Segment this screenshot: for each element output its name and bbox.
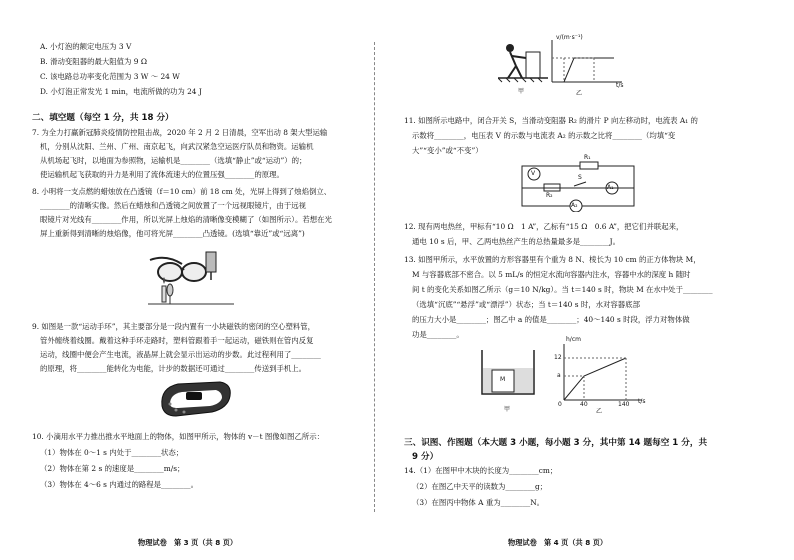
left-page (0, 0, 372, 560)
fig13-tick-a: a (557, 372, 561, 379)
option-b: B. 滑动变阻器的最大阻值为 9 Ω (40, 57, 147, 66)
fig10-caption-jia: 甲 (518, 88, 525, 95)
q13-line: 间 t 的变化关系如图乙所示（g＝10 N/kg）。当 t＝140 s 时，物块 M 在水中处于________ (412, 285, 713, 294)
q13-line: 功是________。 (412, 330, 464, 339)
section-title-fill-in: 二、填空题（每空 1 分，共 18 分） (32, 113, 174, 123)
section-title-figure-cont: 9 分） (412, 452, 439, 462)
q13-line: M 与容器底部不密合。以 5 mL/s 的恒定水流向容器内注水，容器中水的深度 h 随时 (412, 270, 691, 279)
fig13-axis-y: h/cm (566, 336, 581, 343)
q13-line: 的压力大小是________；图乙中 a 的值是________；40～140 s 时段，浮力对物体做 (412, 315, 690, 324)
q11-line: 11. 如图所示电路中，闭合开关 S，当滑动变阻器 R₂ 的滑片 P 向左移动时，电流表 A₁ 的 (404, 116, 698, 125)
q14-line: （2）在图乙中天平的读数为________g； (412, 482, 548, 491)
q9-line: 管外缠绕着线圈。戴着这种手环走路时，塑料管跟着手一起运动，磁铁则在管内反复 (40, 336, 314, 345)
circuit-voltmeter-label: V (531, 170, 536, 177)
circuit-a2-label: A₂ (571, 202, 578, 209)
option-c: C. 该电路总功率变化范围为 3 W ～ 24 W (40, 72, 180, 81)
q14-line: 14.（1）在图甲中木块的长度为________cm； (404, 466, 558, 475)
q10-line: 10. 小滴用水平力推出推水平地面上的物体，如图甲所示，物体的 v－t 图像如图乙所示： (32, 432, 325, 441)
height-time-graph (550, 336, 646, 415)
circuit-switch-label: S (578, 174, 582, 181)
q8-line: ________的清晰实像。然后在蜡烛和凸透镜之间放置了一个远视眼镜片，由于远视 (40, 201, 307, 210)
right-page-footer: 物理试卷 第 4 页（共 8 页） (508, 538, 608, 547)
block-m-label: M (500, 376, 506, 383)
circuit-r2-label: R₂ (546, 192, 553, 199)
q9-line: 9. 如图是一款“运动手环”，其主要部分是一段内置有一小块磁铁的密闭的空心塑料管， (32, 322, 316, 331)
q7-line: 7. 为全力打赢新冠肺炎疫情防控阻击战，2020 年 2 月 2 日清晨，空军出动 8 架大型运输 (32, 128, 328, 137)
circuit-diagram (514, 154, 644, 212)
fig13-caption-jia: 甲 (504, 406, 511, 413)
fig13-axis-x: t/s (638, 398, 646, 405)
container-figure (478, 348, 538, 413)
q7-line: 机，分别从沈阳、兰州、广州、南京起飞，向武汉紧急空运医疗队员和物资。运输机 (40, 142, 314, 151)
q10-line: （1）物体在 0～1 s 内处于________状态； (40, 448, 184, 457)
q14-line: （3）在图丙中物体 A 重为________N。 (412, 498, 545, 507)
q9-line: 运动，线圈中便会产生电流，液晶屏上就会显示出运动的步数。此过程利用了________ (40, 350, 321, 359)
right-page (378, 0, 794, 560)
push-block-figure (498, 40, 548, 95)
section-title-figure: 三、识图、作图题（本大题 3 小题，每小题 3 分，其中第 14 题每空 1 分，共 (404, 438, 708, 448)
q11-line: 示数将________，电压表 V 的示数与电流表 A₂ 的示数之比将________（均填“变 (412, 131, 676, 140)
circuit-a1-label: A₁ (607, 184, 614, 191)
circuit-r1-label: R₁ (584, 154, 591, 161)
page-divider (374, 42, 375, 512)
fig13-tick-0: 0 (558, 401, 562, 408)
fig10-axis-y: v/(m·s⁻¹) (556, 34, 583, 41)
option-a: A. 小灯泡的额定电压为 3 V (40, 42, 132, 51)
q8-line: 8. 小明将一支点燃的蜡烛放在凸透镜（f＝10 cm）前 18 cm 处，光屏上得到了烛焰倒立、 (32, 187, 332, 196)
fig13-tick-40: 40 (580, 401, 588, 408)
q8-line: 屏上重新得到清晰的烛焰像，他可将光屏________凸透镜。(选填“靠近”或“远离”) (40, 229, 305, 238)
q12-line: 12. 现有两电热丝，甲标有“10 Ω 1 A”，乙标有“15 Ω 0.6 A”，把它们并联起来， (404, 222, 684, 231)
fig10-caption-yi: 乙 (576, 90, 583, 97)
q7-line: 从机场起飞时，以地面为参照物，运输机是________（选填“静止”或“运动”）的； (40, 156, 307, 165)
q11-line: 大”“变小”或“不变”） (412, 146, 483, 155)
fig10-axis-x: t/s (616, 82, 624, 89)
q12-line: 通电 10 s 后，甲、乙两电热丝产生的总热量最多是________J。 (412, 237, 620, 246)
fig13-tick-12: 12 (554, 354, 562, 361)
q8-line: 眼镜片对光线有________作用，所以光屏上烛焰的清晰像变模糊了（如图所示）。若想在光 (40, 215, 332, 224)
q9-line: 的原理，将________能转化为电能，计步的数据还可通过________传送到手机上。 (40, 364, 307, 373)
q7-line: 使运输机起飞获取的升力是利用了流体流速大的位置压强________的原理。 (40, 170, 284, 179)
q10-line: （2）物体在第 2 s 的速度是________m/s； (40, 464, 185, 473)
fig13-caption-yi: 乙 (596, 408, 603, 415)
q13-line: （选填“沉底”“悬浮”或“漂浮”）状态；当 t＝140 s 时，水对容器底部 (412, 300, 640, 309)
fig13-tick-140: 140 (618, 401, 630, 408)
q13-line: 13. 如图甲所示，水平放置的方形容器里有个重为 8 N、棱长为 10 cm 的正方体物块 M， (404, 255, 701, 264)
glasses-lens-figure (146, 246, 236, 308)
option-d: D. 小灯泡正常发光 1 min，电流所做的功为 24 J (40, 87, 202, 96)
left-page-footer: 物理试卷 第 3 页（共 8 页） (138, 538, 238, 547)
velocity-time-graph (546, 34, 624, 97)
q10-line: （3）物体在 4～6 s 内通过的路程是________。 (40, 480, 198, 489)
wristband-figure (156, 376, 236, 422)
